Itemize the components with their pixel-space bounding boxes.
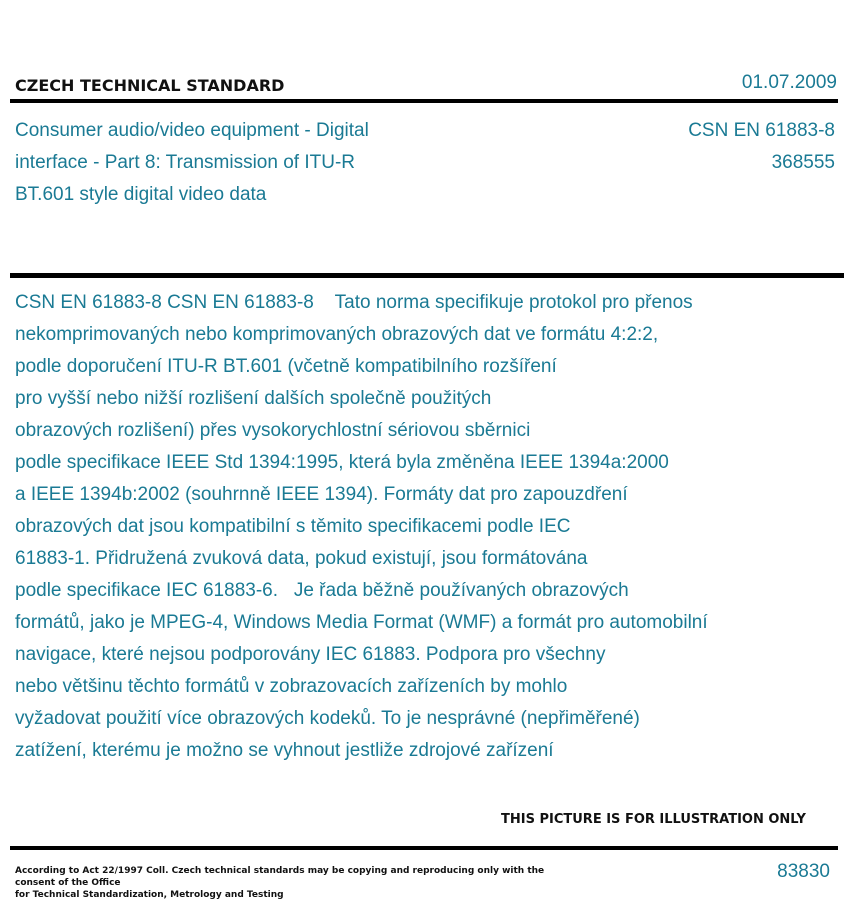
abstract-line: nebo většinu těchto formátů v zobrazovacích zařízeních by mohlo — [15, 676, 568, 697]
abstract-text — [15, 287, 835, 767]
abstract-line: podle specifikace IEEE Std 1394:1995, která byla změněna IEEE 1394a:2000 — [15, 452, 669, 473]
middle-divider — [10, 273, 844, 278]
catalog-number: 368555 — [771, 152, 835, 173]
document-title — [15, 115, 455, 211]
title-line: interface - Part 8: Transmission of ITU-R — [15, 152, 355, 173]
top-divider — [10, 99, 838, 103]
abstract-line: nekomprimovaných nebo komprimovaných obrazových dat ve formátu 4:2:2, — [15, 324, 659, 345]
abstract-line: obrazových rozlišení) přes vysokorychlostní sériovou sběrnici — [15, 420, 531, 441]
abstract-line: zatížení, kterému je možno se vyhnout jestliže zdrojové zařízení — [15, 740, 554, 761]
abstract-line: 61883-1. Přidružená zvuková data, pokud existují, jsou formátována — [15, 548, 588, 569]
copyright-line: According to Act 22/1997 Coll. Czech technical standards may be copying and reproducing only with the consent of the Office — [15, 866, 545, 888]
copyright-note — [15, 865, 585, 901]
abstract-line: formátů, jako je MPEG-4, Windows Media Format (WMF) a formát pro automobilní — [15, 612, 708, 633]
abstract-line: obrazových dat jsou kompatibilní s těmito specifikacemi podle IEC — [15, 516, 571, 537]
abstract-line: vyžadovat použití více obrazových kodeků. To je nesprávné (nepřiměřené) — [15, 708, 640, 729]
standard-type-label: CZECH TECHNICAL STANDARD — [15, 76, 285, 95]
illustration-disclaimer: THIS PICTURE IS FOR ILLUSTRATION ONLY — [501, 812, 806, 827]
abstract-line: a IEEE 1394b:2002 (souhrnně IEEE 1394). Formáty dat pro zapouzdření — [15, 484, 628, 505]
publication-date: 01.07.2009 — [741, 72, 837, 93]
abstract-line: CSN EN 61883-8 CSN EN 61883-8 Tato norma specifikuje protokol pro přenos — [15, 292, 693, 313]
document-number: 83830 — [777, 861, 830, 882]
title-line: BT.601 style digital video data — [15, 184, 267, 205]
standard-code: CSN EN 61883-8 — [688, 120, 835, 141]
abstract-line: pro vyšší nebo nižší rozlišení dalších společně použitých — [15, 388, 492, 409]
copyright-line: for Technical Standardization, Metrology and Testing — [15, 890, 284, 900]
bottom-divider — [10, 846, 838, 850]
abstract-line: podle doporučení ITU-R BT.601 (včetně kompatibilního rozšíření — [15, 356, 557, 377]
abstract-line: navigace, které nejsou podporovány IEC 61883. Podpora pro všechny — [15, 644, 606, 665]
title-line: Consumer audio/video equipment - Digital — [15, 120, 369, 141]
abstract-line: podle specifikace IEC 61883-6. Je řada běžně používaných obrazových — [15, 580, 629, 601]
standard-identifiers — [688, 115, 835, 179]
